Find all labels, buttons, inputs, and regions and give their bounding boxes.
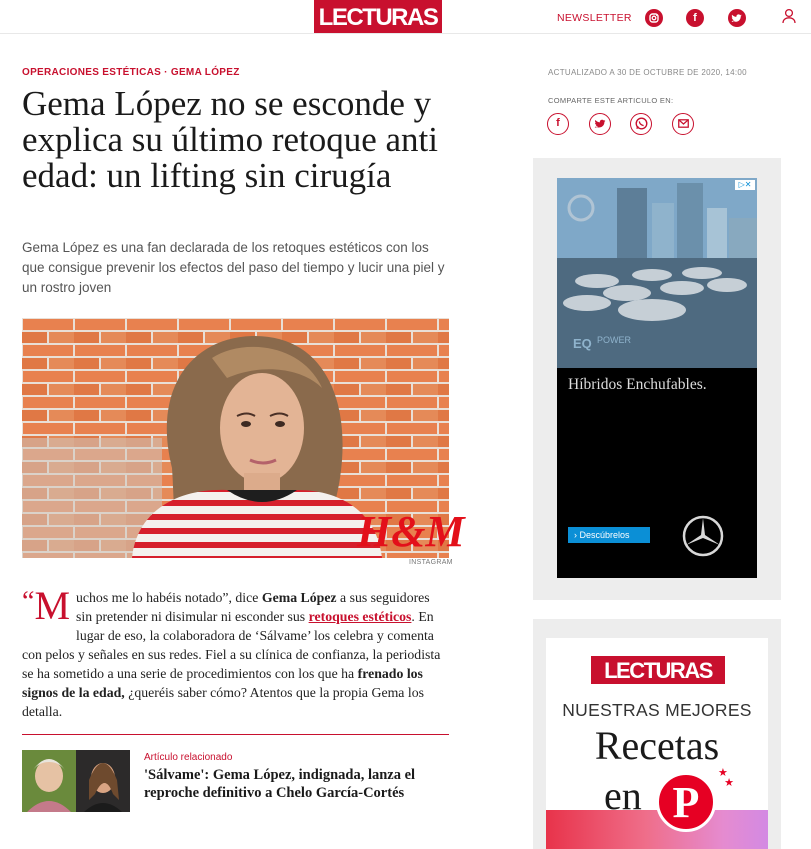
- inline-link[interactable]: retoques estéticos: [308, 609, 412, 624]
- twitter-icon[interactable]: [728, 9, 746, 27]
- promo-gradient-bar: [546, 810, 768, 849]
- facebook-icon[interactable]: f: [686, 9, 704, 27]
- mercedes-ad[interactable]: [557, 178, 757, 578]
- dropcap: “M: [22, 583, 71, 628]
- article-title: Gema López no se esconde y explica su último retoque anti edad: un lifting sin cirugía: [22, 84, 439, 195]
- whatsapp-icon[interactable]: [630, 113, 652, 135]
- related-article[interactable]: [22, 750, 449, 812]
- site-header: [0, 0, 811, 34]
- related-label: Artículo relacionado: [144, 752, 233, 763]
- instagram-icon[interactable]: [645, 9, 663, 27]
- ad-image[interactable]: [557, 178, 757, 368]
- article-kicker[interactable]: OPERACIONES ESTÉTICAS · GEMA LÓPEZ: [22, 67, 240, 78]
- facebook-icon[interactable]: f: [547, 113, 569, 135]
- twitter-icon[interactable]: [589, 113, 611, 135]
- article-lead: Gema López es una fan declarada de los retoques estéticos con los que consigue prevenir los efectos del paso del tiempo y lucir una piel y un rostro joven: [22, 240, 445, 295]
- site-logo[interactable]: LECTURAS: [314, 0, 442, 33]
- pinterest-icon[interactable]: P: [656, 772, 716, 832]
- ad-choices-icon[interactable]: ▷✕: [735, 180, 755, 190]
- image-credit: INSTAGRAM: [409, 559, 453, 566]
- updated-date: ACTUALIZADO A 30 DE OCTUBRE DE 2020, 14:00: [548, 68, 747, 77]
- bold-name: Gema López: [261, 590, 337, 605]
- related-thumbnail[interactable]: [22, 750, 130, 812]
- email-icon[interactable]: [672, 113, 694, 135]
- promo-subtitle: NUESTRAS MEJORES: [562, 700, 752, 720]
- ad-cta-button[interactable]: › Descúbrelos: [568, 527, 650, 543]
- share-label: COMPARTE ESTE ARTICULO EN:: [548, 96, 674, 105]
- promo-logo: LECTURAS: [591, 656, 725, 684]
- hero-image: [22, 318, 465, 558]
- svg-text:POWER: POWER: [597, 335, 632, 345]
- svg-text:EQ: EQ: [573, 336, 592, 351]
- promo-headline: Recetas: [594, 723, 720, 768]
- newsletter-link[interactable]: NEWSLETTER: [557, 12, 632, 24]
- mercedes-star-icon: [681, 514, 725, 563]
- promo-en: en: [604, 773, 642, 818]
- divider: [22, 734, 449, 735]
- sparkle-icon: ★ ★: [718, 767, 734, 789]
- bold-phrase: frenado los signos de la edad,: [22, 666, 423, 700]
- hm-logo: H&M: [357, 507, 465, 556]
- article-body: “M uchos me lo habéis notado”, dice Gema López a sus seguidores sin pretender ni disimular ni esconder sus retoques estéticos. En lugar de eso, la colaboradora de ‘Sálvame’ los celebra y comenta con pelos y señales en sus redes. Fiel a su clínica de confianza, la periodista se ha sometido a una serie de procedimientos con los que ha frenado los signos de la edad, ¿queréis saber cómo? Atentos que la propia Gema los detalla.: [22, 583, 441, 719]
- user-icon[interactable]: [782, 8, 796, 24]
- recipes-promo[interactable]: [546, 638, 768, 849]
- related-title[interactable]: 'Sálvame': Gema López, indignada, lanza el reproche definitivo a Chelo García-Cortés: [144, 767, 416, 801]
- ad-headline[interactable]: Híbridos Enchufables.: [568, 376, 707, 393]
